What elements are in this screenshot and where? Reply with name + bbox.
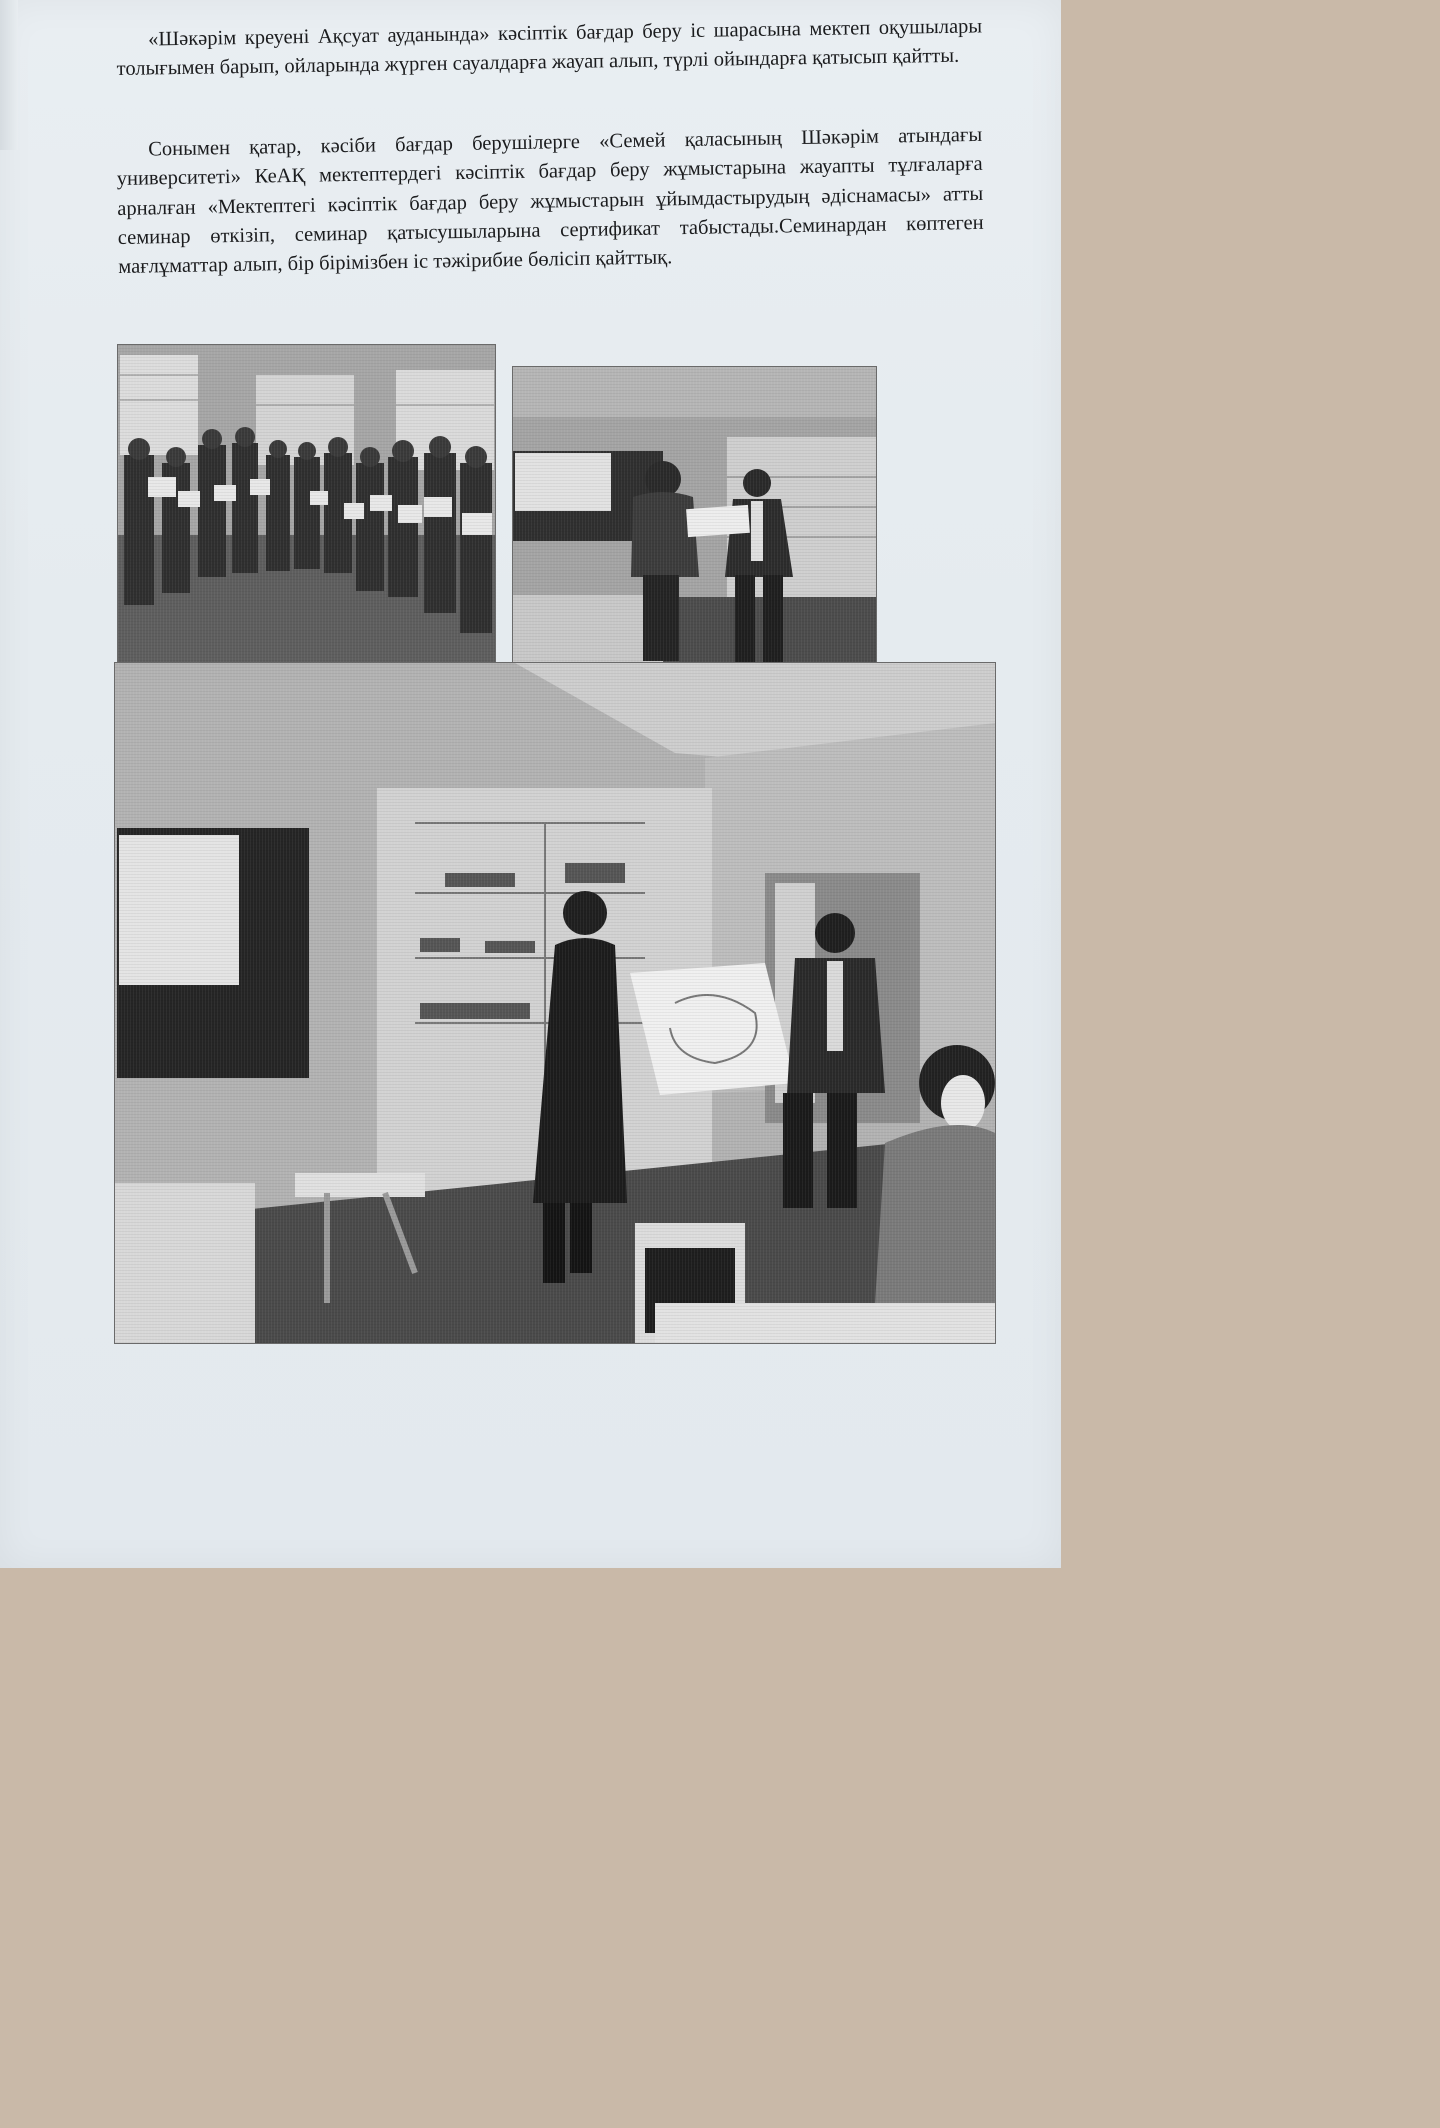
- photo-group-certificates-image: [118, 345, 495, 667]
- photo-seminar-presentation-image: [115, 663, 995, 1343]
- photo-seminar-presentation: [114, 662, 996, 1344]
- paragraph-1: [116, 12, 983, 84]
- photo-certificate-handover: [512, 366, 877, 674]
- photo-certificate-handover-image: [513, 367, 876, 673]
- photo-group-certificates: [117, 344, 496, 668]
- paragraph-2: [116, 121, 984, 283]
- paragraph-2-text: Сонымен қатар, кәсіби бағдар берушілерге «Семей қаласының Шәкәрім атындағы университеті» КеАҚ мектептердегі кәсіптік бағдар беру жұмыстарына жауапты тұлғаларға арналған «Мектептегі кәсіптік бағдар беру жұмыстарын ұйымдастырудың әдіснамасы» атты семинар өткізіп, семинар қатысушыларына сертификат табыстады.Семинардан көптеген мағлұматтар алып, бір бірімізбен іс тәжірибие бөлісіп қайттық.: [116, 123, 984, 279]
- paragraph-1-text: «Шәкәрім креуені Ақсуат ауданында» кәсіптік бағдар беру іс шарасына мектеп оқушылары толығымен барып, ойларында жүрген сауалдарға жауап алып, түрлі ойындарға қатысып қайтты.: [116, 15, 983, 81]
